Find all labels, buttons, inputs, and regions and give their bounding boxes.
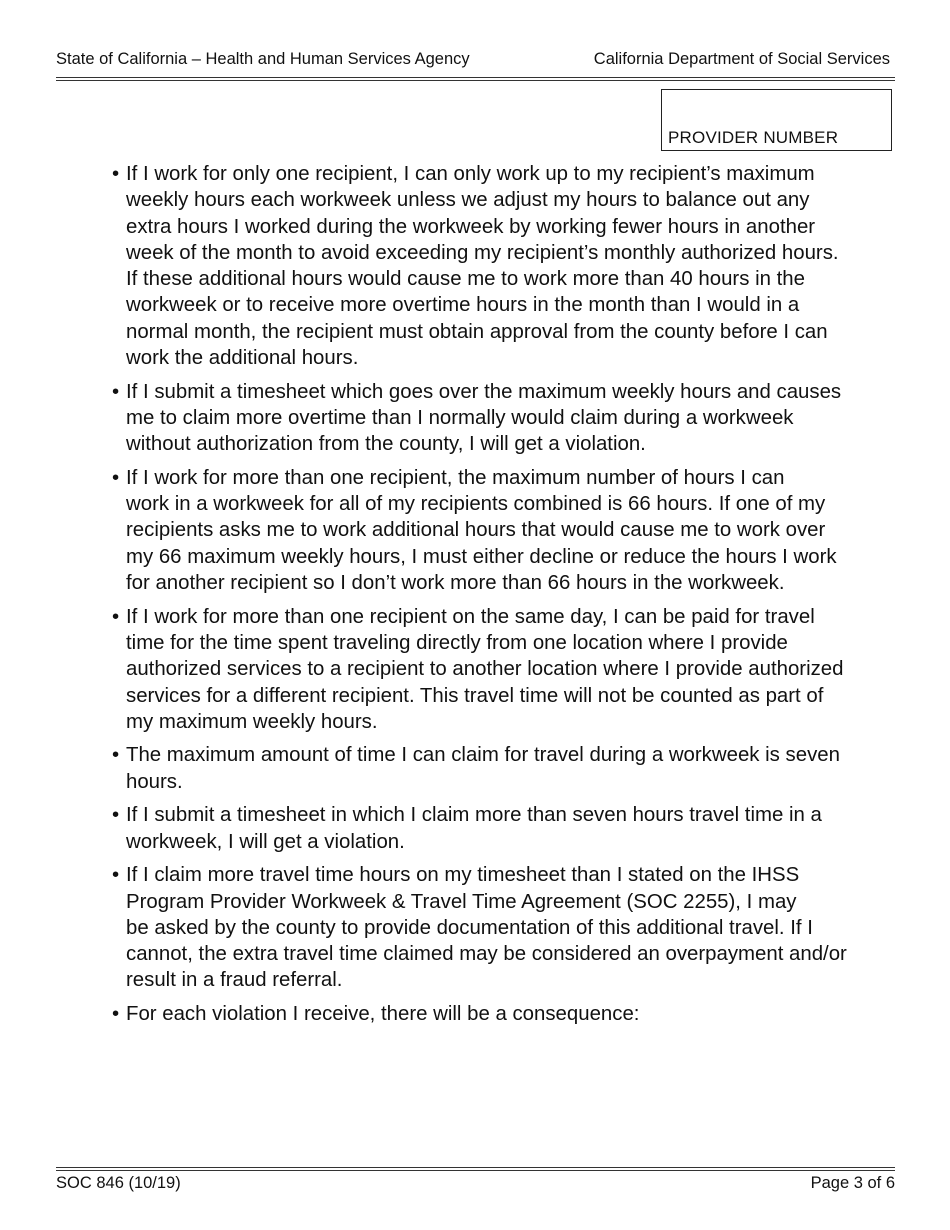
bullet-item-4 — [112, 604, 902, 735]
bullet-dot: • — [112, 804, 120, 827]
page-number: Page 3 of 6 — [810, 1174, 895, 1192]
bullet-text: If I work for more than one recipient on the same day, I can be paid for travel time for the time spent traveling directly from one location where I provide authorized services to a recipient to another location where I provide authorized services for a different recipient. This travel time will not be counted as part of my maximum weekly hours. — [126, 605, 844, 733]
bullet-dot: • — [112, 380, 120, 403]
bullet-dot: • — [112, 864, 120, 887]
bullet-text: If I work for only one recipient, I can only work up to my recipient’s maximum weekly hours each workweek unless we adjust my hours to balance out any extra hours I worked during the workweek by working fewer hours in another week of the month to avoid exceeding my recipient’s monthly authorized hours. If these additional hours would cause me to work more than 40 hours in the workweek or to receive more overtime hours in the month than I would in a normal month, the recipient must obtain approval from the county before I can work the additional hours. — [126, 163, 839, 370]
bullet-text: If I work for more than one recipient, the maximum number of hours I can work in a workweek for all of my recipients combined is 66 hours. If one of my recipients asks me to work additional hours that would cause me to work over my 66 maximum weekly hours, I must either decline or reduce the hours I work for another recipient so I don’t work more than 66 hours in the workweek. — [126, 466, 837, 595]
bullet-item-7 — [112, 862, 902, 993]
page-footer — [56, 1174, 895, 1198]
bullet-dot: • — [112, 605, 120, 628]
bullet-text: If I claim more travel time hours on my timesheet than I stated on the IHSS Program Provider Workweek & Travel Time Agreement (SOC 2255), I may be asked by the county to provide documentation of this additional travel. If I cannot, the extra travel time claimed may be considered an overpayment and/or result in a fraud referral. — [126, 864, 847, 992]
bullet-dot: • — [112, 466, 120, 489]
department-name: California Department of Social Services — [593, 50, 890, 68]
bullet-item-2 — [112, 379, 902, 458]
bullet-item-1 — [112, 161, 902, 371]
header-rule-top — [56, 77, 895, 78]
bullet-dot: • — [112, 744, 120, 767]
form-id: SOC 846 (10/19) — [56, 1174, 181, 1192]
header-rule-bottom — [56, 80, 895, 81]
provider-number-field[interactable] — [661, 89, 892, 151]
footer-rule-bottom — [56, 1170, 895, 1171]
bullet-item-3 — [112, 465, 902, 596]
bullet-list — [112, 161, 902, 1035]
bullet-item-8 — [112, 1001, 902, 1027]
bullet-text: For each violation I receive, there will be a consequence: — [126, 1002, 640, 1025]
agency-name: State of California – Health and Human Services Agency — [56, 50, 470, 68]
bullet-item-5 — [112, 742, 902, 795]
bullet-item-6 — [112, 802, 902, 855]
bullet-text: The maximum amount of time I can claim for travel during a workweek is seven hours. — [126, 744, 840, 793]
bullet-dot: • — [112, 1002, 120, 1025]
bullet-dot: • — [112, 163, 120, 185]
bullet-text: If I submit a timesheet which goes over the maximum weekly hours and causes me to claim more overtime than I normally would claim during a workweek without authorization from the county, I will get a violation. — [126, 380, 842, 456]
provider-number-label: PROVIDER NUMBER — [668, 128, 839, 147]
footer-rule-top — [56, 1167, 895, 1168]
page-header — [56, 50, 890, 74]
bullet-text: If I submit a timesheet in which I claim more than seven hours travel time in a workweek, I will get a violation. — [126, 804, 822, 853]
